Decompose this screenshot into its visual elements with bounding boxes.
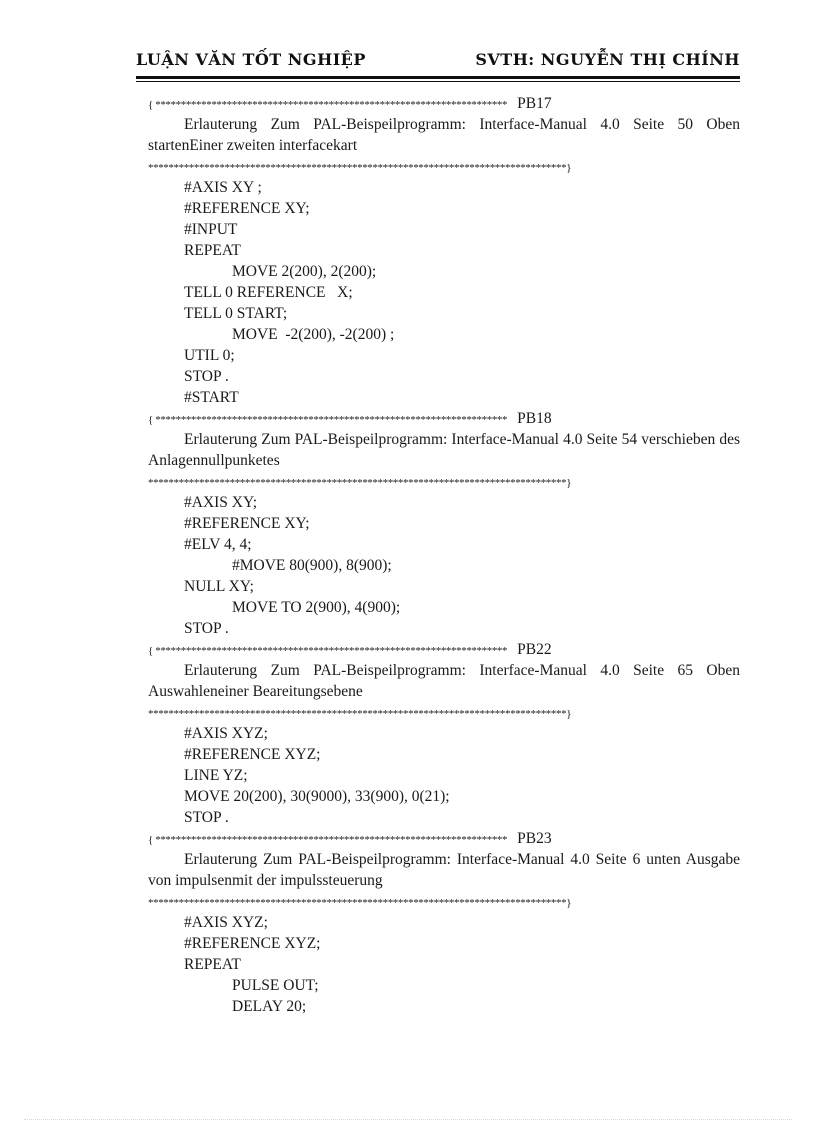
code-line: #REFERENCE XYZ; [184, 935, 321, 952]
page-bottom-divider [24, 1119, 792, 1120]
comment-close-line [148, 702, 740, 723]
code-line: STOP . [184, 620, 229, 637]
comment-close-stars: **********************************************************************************} [148, 708, 572, 720]
program-description: Erlauterung Zum PAL-Beispeilprogramm: Interface-Manual 4.0 Seite 6 unten Ausgabe von impulsenmit der impulssteuerung [148, 851, 740, 889]
code-line: #AXIS XY ; [184, 179, 262, 196]
code-line: #REFERENCE XY; [184, 515, 310, 532]
program-block [148, 639, 740, 828]
code-line: STOP . [184, 368, 229, 385]
code-line: MOVE TO 2(900), 4(900); [232, 599, 401, 616]
comment-close-stars: **********************************************************************************} [148, 162, 572, 174]
code-line: MOVE 20(200), 30(9000), 33(900), 0(21); [184, 788, 450, 805]
program-tag: PB17 [517, 95, 552, 112]
header-rule-thick [136, 76, 740, 79]
comment-open-line [148, 639, 740, 660]
thesis-title: LUẬN VĂN TỐT NGHIỆP [136, 50, 366, 69]
comment-close-line [148, 471, 740, 492]
program-tag: PB23 [517, 830, 552, 847]
program-description: Erlauterung Zum PAL-Beispeilprogramm: Interface-Manual 4.0 Seite 50 Oben startenEiner zweiten interfacekart [148, 116, 740, 154]
code-line: #INPUT [184, 221, 238, 238]
code-line: TELL 0 REFERENCE X; [184, 284, 353, 301]
code-line: PULSE OUT; [232, 977, 319, 994]
code-line: #AXIS XY; [184, 494, 258, 511]
comment-close-line [148, 891, 740, 912]
page-header [136, 50, 740, 72]
comment-open-stars: { ********************************************************************* [148, 414, 508, 426]
student-name: SVTH: NGUYỄN THỊ CHÍNH [475, 50, 740, 69]
program-tag: PB18 [517, 410, 552, 427]
code-line: STOP . [184, 809, 229, 826]
code-line: #MOVE 80(900), 8(900); [232, 557, 392, 574]
code-line: UTIL 0; [184, 347, 235, 364]
code-line: #REFERENCE XY; [184, 200, 310, 217]
comment-open-stars: { ********************************************************************* [148, 834, 508, 846]
comment-close-stars: **********************************************************************************} [148, 897, 572, 909]
code-line: #START [184, 389, 239, 406]
code-line: NULL XY; [184, 578, 254, 595]
comment-open-line [148, 93, 740, 114]
comment-open-line [148, 408, 740, 429]
code-line: REPEAT [184, 242, 241, 259]
program-description: Erlauterung Zum PAL-Beispeilprogramm: Interface-Manual 4.0 Seite 54 verschieben des Anlagennullpunketes [148, 431, 740, 469]
program-description: Erlauterung Zum PAL-Beispeilprogramm: Interface-Manual 4.0 Seite 65 Oben Auswahleneiner Beareitungsebene [148, 662, 740, 700]
code-line: LINE YZ; [184, 767, 248, 784]
code-line: MOVE 2(200), 2(200); [232, 263, 377, 280]
program-block [148, 408, 740, 639]
code-line: #AXIS XYZ; [184, 725, 268, 742]
document-body [148, 93, 740, 1017]
comment-open-line [148, 828, 740, 849]
comment-close-line [148, 156, 740, 177]
program-block [148, 828, 740, 1017]
code-line: #AXIS XYZ; [184, 914, 268, 931]
code-line: DELAY 20; [232, 998, 307, 1015]
comment-close-stars: **********************************************************************************} [148, 477, 572, 489]
comment-open-stars: { ********************************************************************* [148, 645, 508, 657]
code-line: TELL 0 START; [184, 305, 288, 322]
header-rule-thin [136, 81, 740, 82]
code-line: MOVE -2(200), -2(200) ; [232, 326, 395, 343]
program-tag: PB22 [517, 641, 552, 658]
program-block [148, 93, 740, 408]
code-line: #ELV 4, 4; [184, 536, 252, 553]
code-line: #REFERENCE XYZ; [184, 746, 321, 763]
comment-open-stars: { ********************************************************************* [148, 99, 508, 111]
code-line: REPEAT [184, 956, 241, 973]
